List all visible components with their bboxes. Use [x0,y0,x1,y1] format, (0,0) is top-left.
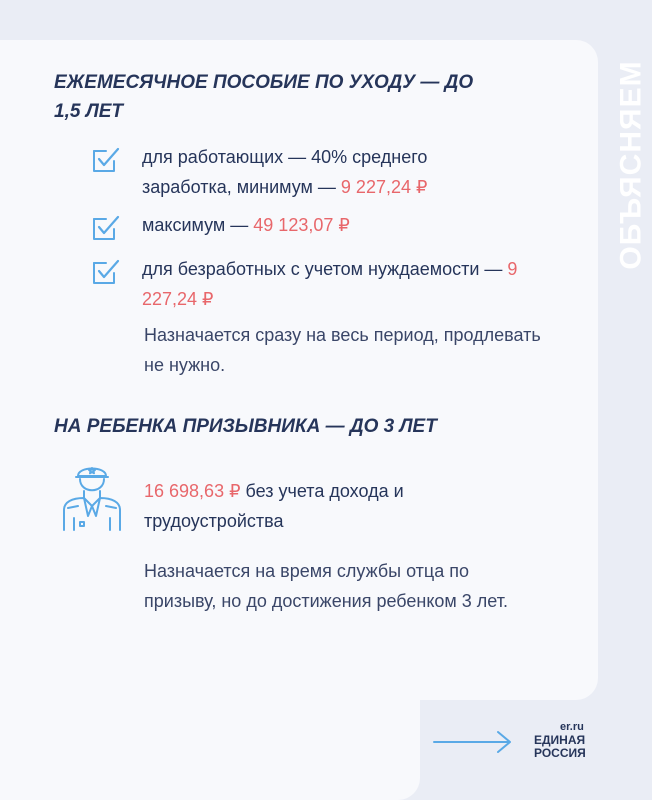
checkbox-check-icon [90,144,120,174]
conscript-amount: 16 698,63 ₽ [144,481,241,501]
item-amount: 49 123,07 ₽ [253,215,350,235]
party-logo [534,720,614,760]
list-item [90,254,522,314]
item-text: максимум — [142,215,254,235]
item-amount: 9 227,24 ₽ [340,177,428,197]
card-tail [0,690,420,800]
list-item [90,142,522,202]
checkbox-check-icon [90,212,120,242]
conscript-text: без учета дохода и трудоустройства [144,481,404,531]
note-conscript-child: Назначается на время службы отца по призыву, но до достижения ребенком 3 лет. [144,561,508,611]
checkbox-check-icon [90,256,120,286]
item-text: для работающих — 40% среднего заработка, минимум — [142,147,428,197]
note-care-allowance: Назначается сразу на весь период, продлевать не нужно. [144,325,541,375]
item-text: для безработных с учетом нуждаемости — [142,259,508,279]
side-label: ОБЪЯСНЯЕМ [615,60,648,270]
list-item [90,210,522,242]
conscript-benefit [144,476,504,536]
arrow-right-icon [432,730,514,754]
soldier-icon [58,460,128,532]
logo-brand-line2: РОССИЯ [534,746,586,760]
section-title-conscript-child: НА РЕБЕНКА ПРИЗЫВНИКА — ДО 3 ЛЕТ [54,416,437,437]
section-title-care-allowance: ЕЖЕМЕСЯЧНОЕ ПОСОБИЕ ПО УХОДУ — ДО 1,5 ЛЕТ [54,72,474,122]
logo-brand-line1: ЕДИНАЯ [534,733,586,747]
logo-site: er.ru [560,721,584,733]
item-amount: 9 227,24 ₽ [142,259,518,309]
